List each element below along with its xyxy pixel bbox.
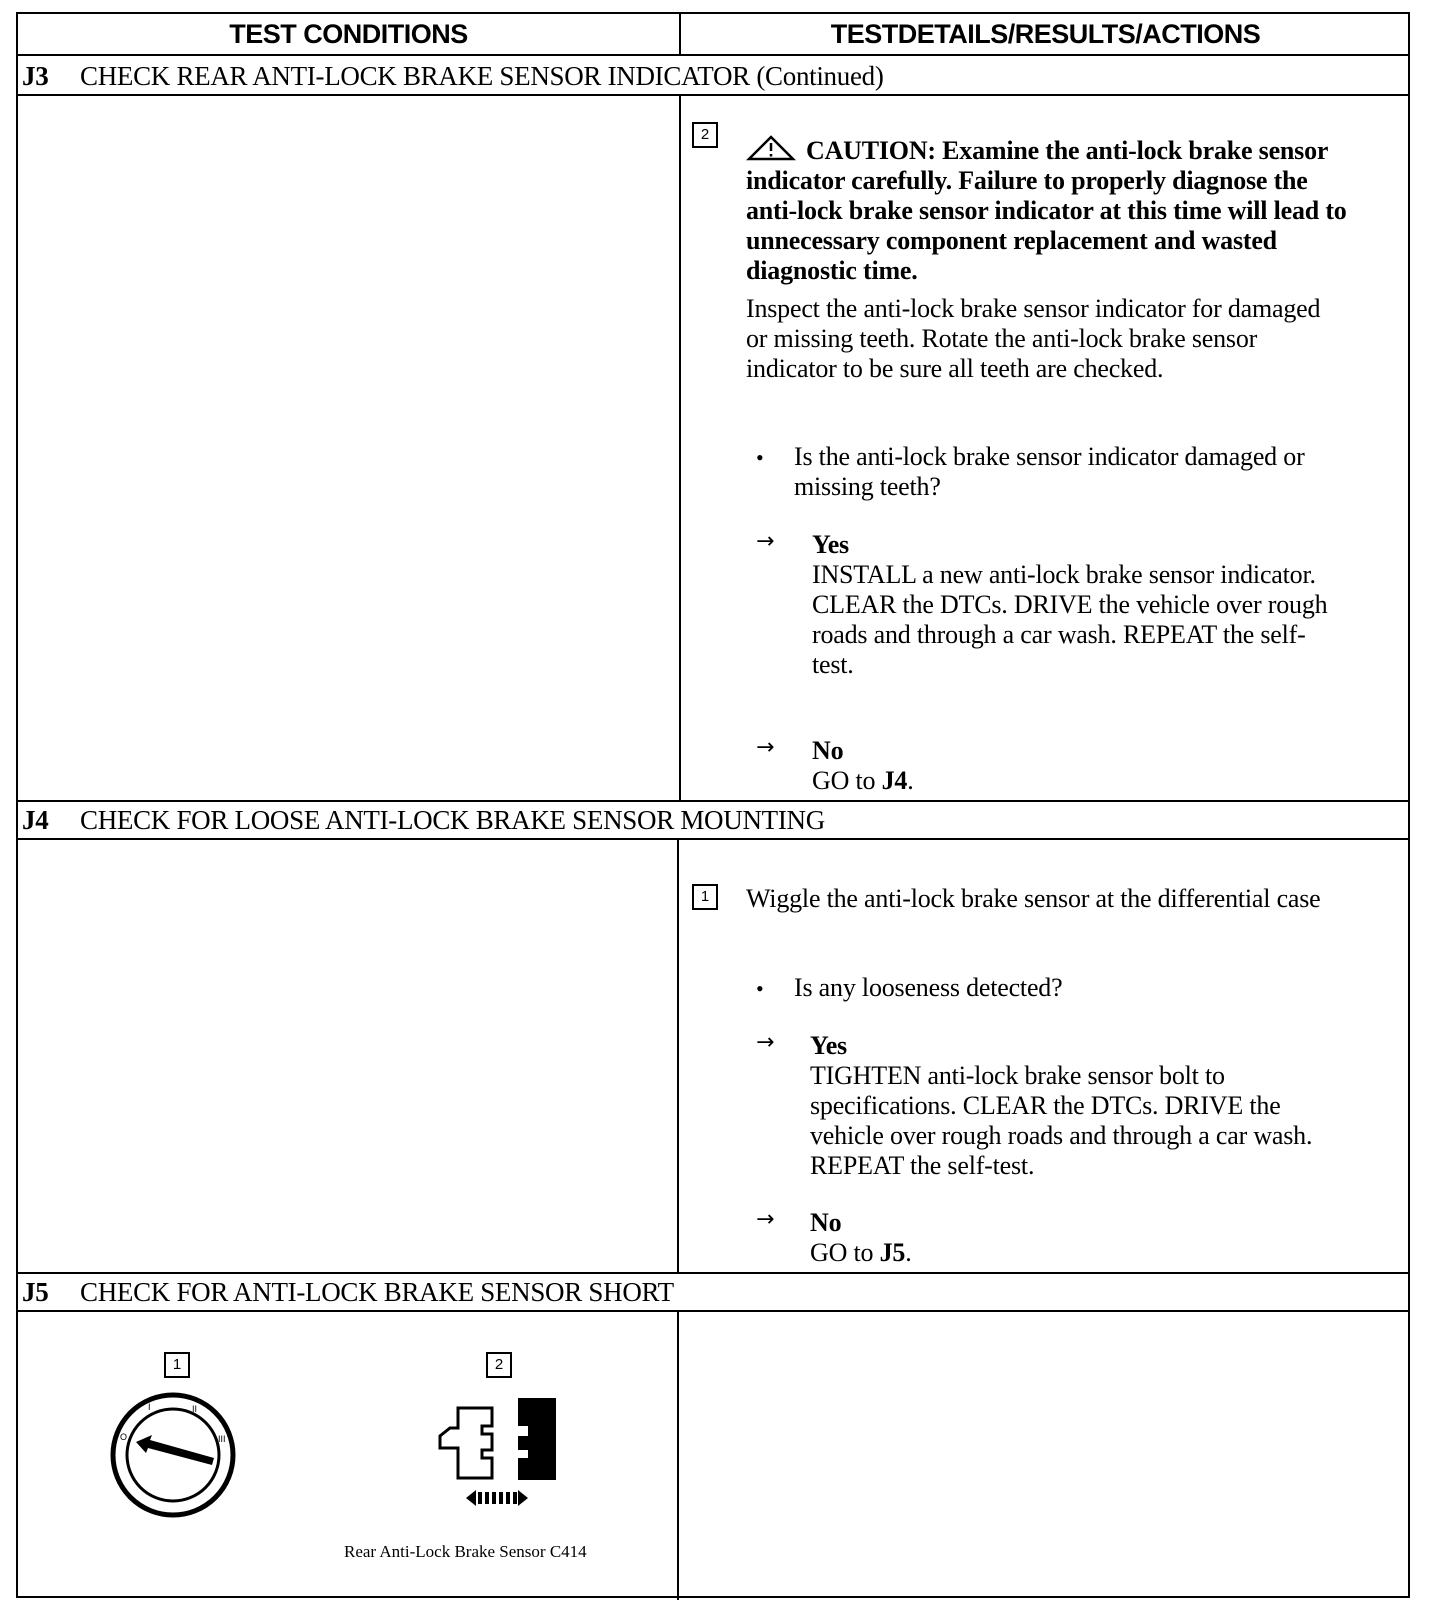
yes-label: Yes [812, 530, 849, 559]
divider [18, 838, 1408, 840]
goto-step-link: J4 [881, 766, 908, 795]
yes-action-text: INSTALL a new anti-lock brake sensor indicator. CLEAR the DTCs. DRIVE the vehicle over rough roads and through a car wash. REPEAT the self-test. [812, 560, 1328, 679]
step-number-box: 2 [486, 1352, 512, 1378]
right-arrow-icon: → [756, 529, 775, 554]
no-action-prefix: GO to [812, 766, 882, 795]
section-id: J3 [22, 61, 49, 91]
no-label: No [812, 736, 844, 765]
ignition-position-label: III [218, 1434, 226, 1444]
right-arrow-icon: → [756, 1207, 775, 1232]
section-title-text: CHECK FOR LOOSE ANTI-LOCK BRAKE SENSOR MOUNTING [80, 805, 825, 835]
column-divider [677, 1312, 679, 1600]
divider [18, 1310, 1408, 1312]
no-action-suffix: . [907, 766, 914, 795]
bullet-icon: • [756, 976, 764, 1001]
step-number-box: 1 [692, 884, 718, 910]
no-action-prefix: GO to [810, 1238, 880, 1267]
step-number-box: 1 [164, 1352, 190, 1378]
section-title-text: CHECK REAR ANTI-LOCK BRAKE SENSOR INDICATOR (Continued) [80, 61, 884, 91]
ignition-position-label: II [192, 1404, 198, 1414]
section-j5-title [18, 1272, 1408, 1312]
right-arrow-icon: → [756, 735, 775, 760]
ignition-position-label: O [120, 1432, 128, 1442]
ignition-switch-off-icon [108, 1390, 238, 1520]
section-id: J5 [22, 1277, 49, 1307]
section-j3-title [18, 56, 1408, 96]
no-action-text [810, 1238, 912, 1268]
question-text: Is the anti-lock brake sensor indicator damaged or missing teeth? [794, 442, 1305, 501]
ignition-position-label: I [148, 1402, 151, 1412]
section-id: J4 [22, 805, 49, 835]
column-divider [677, 840, 679, 1272]
instruction-text: Wiggle the anti-lock brake sensor at the differential case [746, 884, 1321, 913]
question-text: Is any looseness detected? [794, 973, 1063, 1002]
instruction-text: Inspect the anti-lock brake sensor indicator for damaged or missing teeth. Rotate the anti-lock brake sensor indicator to be sure all teeth are checked. [746, 294, 1321, 383]
connector-disconnect-icon [436, 1392, 566, 1516]
yes-label: Yes [810, 1031, 847, 1060]
goto-step-link: J5 [879, 1238, 906, 1267]
caution-triangle-icon [746, 135, 796, 161]
header-test-details: TESTDETAILS/RESULTS/ACTIONS [830, 19, 1261, 49]
right-arrow-icon: → [756, 1030, 775, 1055]
section-j4-title [18, 800, 1408, 840]
no-action-suffix: . [905, 1238, 912, 1267]
divider [18, 94, 1408, 96]
step-number-box: 2 [692, 122, 718, 148]
connector-caption: Rear Anti-Lock Brake Sensor C414 [344, 1542, 587, 1561]
column-divider [679, 96, 681, 800]
header-test-conditions: TEST CONDITIONS [229, 19, 468, 49]
table-header [18, 14, 1408, 56]
no-label: No [810, 1208, 842, 1237]
bullet-icon: • [756, 445, 764, 470]
no-action-text [812, 766, 914, 796]
section-title-text: CHECK FOR ANTI-LOCK BRAKE SENSOR SHORT [80, 1277, 674, 1307]
diagnostic-page [16, 12, 1410, 1598]
caution-text: CAUTION: Examine the anti-lock brake sensor indicator carefully. Failure to properly diagnose the anti-lock brake sensor indicator at this time will lead to unnecessary component replacement and wasted diagnostic time. [746, 136, 1347, 285]
column-divider [679, 14, 681, 56]
caution-note [746, 135, 1356, 286]
yes-action-text: TIGHTEN anti-lock brake sensor bolt to specifications. CLEAR the DTCs. DRIVE the vehicle over rough roads and through a car wash. REPEAT the self-test. [810, 1061, 1313, 1180]
